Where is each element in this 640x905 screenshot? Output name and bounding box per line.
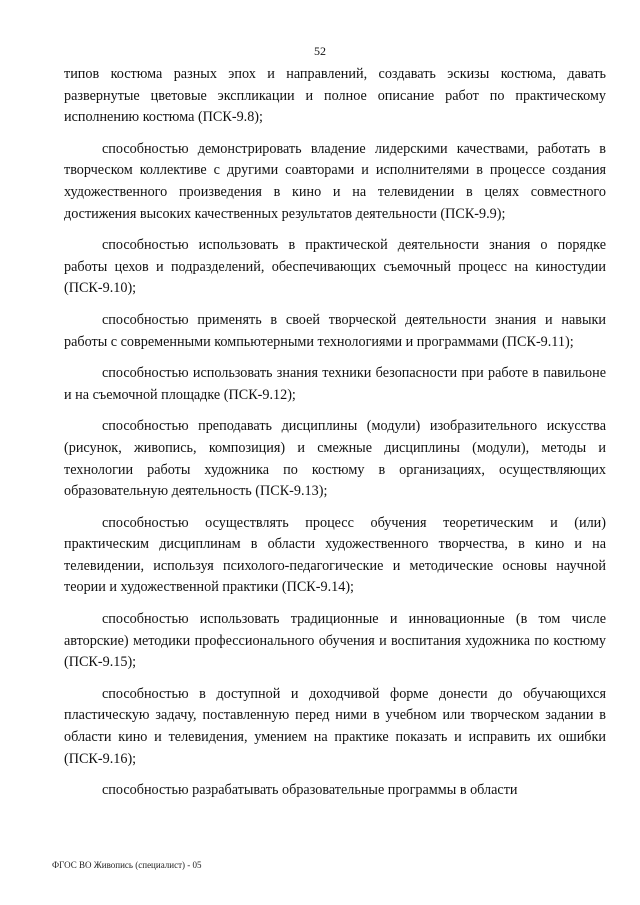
paragraph: способностью осуществлять процесс обучения теоретическим и (или) практическим дисциплинам в области художественного творчества, в кино и на телевидении, используя психолого-педагогические и методические основы научной теории и художественной практики (ПСК-9.14);: [64, 514, 606, 596]
paragraph: способностью разрабатывать образовательные программы в области: [102, 782, 518, 799]
paragraph: способностью преподавать дисциплины (модули) изобразительного искусства (рисунок, живопись, композиция) и смежные дисциплины (модули), методы и технологии работы художника по костюму в организациях, осуществляющих образовательную деятельность (ПСК-9.13);: [64, 418, 606, 500]
paragraph: способностью демонстрировать владение лидерскими качествами, работать в творческом коллективе с другими соавторами и исполнителями в процессе создания художественного произведения в кино и на телевидении в целях совместного достижения высоких качественных результатов деятельности (ПСК-9.9);: [64, 140, 606, 222]
paragraph: способностью использовать знания техники безопасности при работе в павильоне и на съемочной площадке (ПСК-9.12);: [64, 365, 606, 403]
paragraph: способностью в доступной и доходчивой форме донести до обучающихся пластическую задачу, поставленную перед ними в учебном или творческом задании в области кино и телевидения, умением на практике показать и исправить их ошибки (ПСК-9.16);: [64, 685, 606, 767]
paragraph: способностью применять в своей творческой деятельности знания и навыки работы с современными компьютерными технологиями и программами (ПСК-9.11);: [64, 311, 606, 350]
page-number: 52: [314, 44, 326, 58]
document-body: [64, 64, 606, 812]
paragraph: способностью использовать в практической деятельности знания о порядке работы цехов и подразделений, обеспечивающих съемочный процесс на киностудии (ПСК-9.10);: [64, 237, 606, 297]
paragraph: типов костюма разных эпох и направлений, создавать эскизы костюма, давать развернутые цветовые экспликации и полное описание работ по практическому исполнению костюма (ПСК-9.8);: [64, 66, 606, 126]
footer-note: ФГОС ВО Живопись (специалист) - 05: [52, 860, 202, 870]
paragraph: способностью использовать традиционные и инновационные (в том числе авторские) методики профессионального обучения и воспитания художника по костюму (ПСК-9.15);: [64, 611, 606, 671]
